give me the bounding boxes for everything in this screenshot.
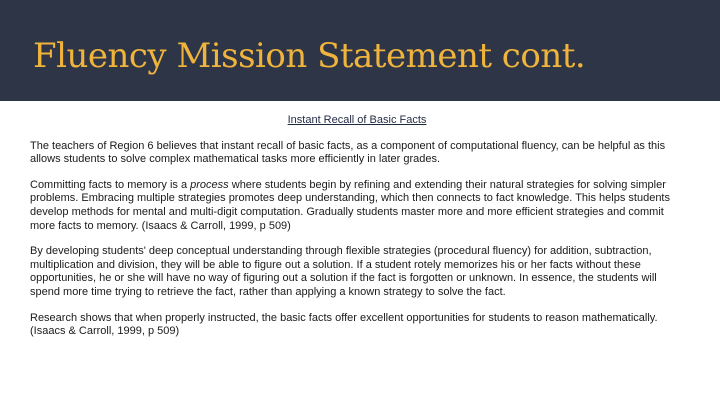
paragraph-committing-facts-lead: Committing facts to memory is a xyxy=(30,178,191,191)
title-bar xyxy=(0,0,720,101)
paragraph-committing-facts-rest: where students begin by refining and extending their natural strategies for solving simpler problems. Embracing multiple strategies promotes deep understanding, which then connects to fact knowledge. This helps students develop methods for mental and multi-digit computation. Gradually students master more and more efficient strategies and commit more facts to memory. (Isaacs & Carroll, 1999, p 509) xyxy=(30,178,670,232)
paragraph-committing-facts xyxy=(30,179,684,233)
emphasis-process: process xyxy=(190,178,229,191)
slide-body xyxy=(30,114,684,339)
slide-title: Fluency Mission Statement cont. xyxy=(33,36,586,76)
paragraph-conceptual-understanding: By developing students' deep conceptual understanding through flexible strategies (procedural fluency) for addition, subtraction, multiplication and division, they will be able to figure out a solution. If a student rotely memorizes his or her facts without these opportunities, he or she will have no way of figuring out a solution if the fact is forgotten or unknown. In essence, the students will spend more time trying to retrieve the fact, rather than applying a known strategy to solve the fact. xyxy=(30,245,657,298)
paragraph-instant-recall: The teachers of Region 6 believes that instant recall of basic facts, as a component of computational fluency, can be helpful as this allows students to solve complex mathematical tasks more efficiently in later grades. xyxy=(30,139,666,166)
paragraph-research: Research shows that when properly instructed, the basic facts offer excellent opportunities for students to reason mathematically. (Isaacs & Carroll, 1999, p 509) xyxy=(30,311,658,338)
section-subheading: Instant Recall of Basic Facts xyxy=(287,114,427,126)
